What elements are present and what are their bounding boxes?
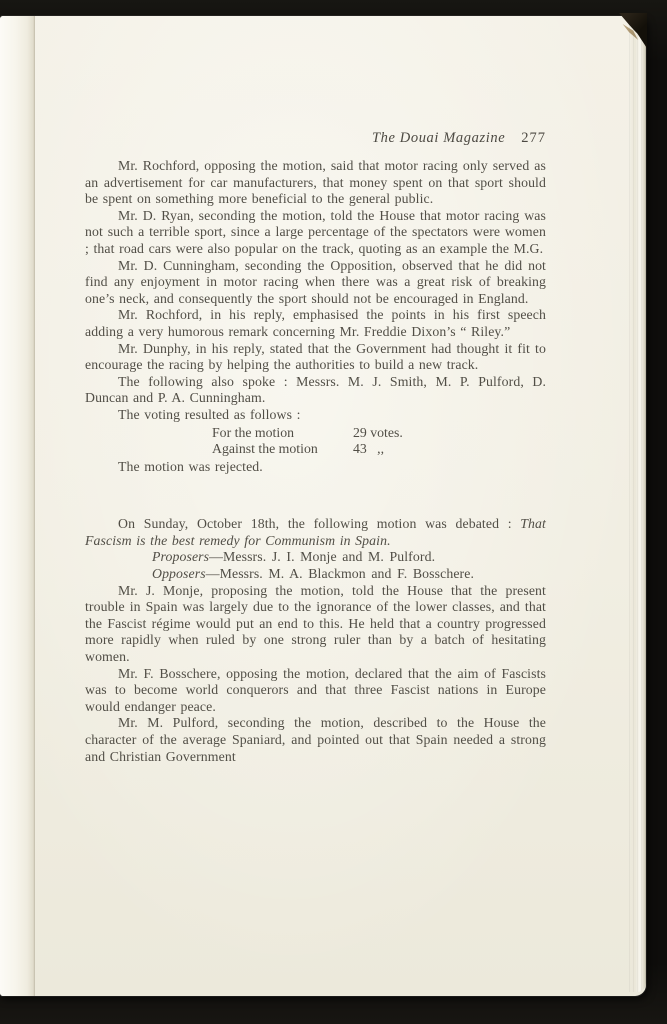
vote-value: 29 votes. [353,424,403,440]
page-number: 277 [521,130,546,146]
italic-text-run: Opposers [152,566,206,582]
book-page [0,16,646,996]
italic-text-run: Proposers [152,549,210,565]
page-content [85,130,546,765]
paragraph [85,374,546,407]
text-run: Mr. Rochford, opposing the motion, said that motor racing only served as an advertisement for car manufacturers, that money spent on that sport should be spent on something more beneficial to the general public. [85,158,546,207]
text-run: Mr. D. Ryan, seconding the motion, told the House that motor racing was not such a terrible sport, since a large percentage of the spectators were women ; that road cars were also popular on the track, quoting as an example the M.G. [85,207,546,256]
page-text-block [85,158,546,765]
text-run: Mr. J. Monje, proposing the motion, told the House that the present trouble in Spain was largely due to the ignorance of the lower classes, and that the Fascist régime would put an end to this. He held that a country progressed more rapidly when ruled by one strong ruler than by a batch of hesitating women. [85,582,546,665]
vote-results [212,425,546,458]
paragraph [85,715,546,765]
paragraph [85,407,546,424]
paragraph [85,459,546,476]
text-run: The motion was rejected. [118,458,263,474]
text-run: The following also spoke : Messrs. M. J. Smith, M. P. Pulford, D. Duncan and P. A. Cunningham. [85,373,546,406]
vote-row [212,425,546,442]
text-run: Mr. D. Cunningham, seconding the Opposition, observed that he did not find any enjoyment in motor racing when there was a great risk of breaking one’s neck, and consequently the sport should not be encouraged in England. [85,257,546,306]
magazine-title: The Douai Magazine [372,130,506,146]
paragraph [85,583,546,666]
italic-text-run: That Fascism is the best remedy for Communism in Spain. [85,516,546,548]
paragraph [85,158,546,208]
paragraph [85,341,546,374]
text-run: —Messrs. M. A. Blackmon and F. Bosschere. [205,566,475,582]
vote-label: Against the motion [212,441,318,457]
page-stack-edge [629,22,646,992]
paragraph [85,307,546,340]
vote-row [212,441,546,458]
paragraph [85,666,546,716]
text-run: Mr. Rochford, in his reply, emphasised the points in his first speech adding a very humorous remark concerning Mr. Freddie Dixon’s “ Riley.” [85,307,546,339]
running-header [85,130,546,147]
paragraph [85,549,546,566]
text-run: —Messrs. J. I. Monje and M. Pulford. [209,549,436,565]
page-spine-edge [0,16,35,996]
paragraph [85,566,546,583]
text-run: Mr. Dunphy, in his reply, stated that the Government had thought it fit to encourage the racing by helping the authorities to build a new track. [85,340,546,373]
paragraph [85,258,546,308]
vote-label: For the motion [212,424,295,440]
text-run: Mr. M. Pulford, seconding the motion, described to the House the character of the average Spaniard, and pointed out that Spain needed a strong and Christian Government [85,715,546,764]
text-run: Mr. F. Bosschere, opposing the motion, declared that the aim of Fascists was to become world conquerors and that three Fascist nations in Europe would endanger peace. [85,665,546,714]
text-run: On Sunday, October 18th, the following motion was debated : [118,516,521,532]
paragraph [85,208,546,258]
paragraph [85,516,546,549]
vote-value: 43 ,, [353,441,385,457]
text-run: The voting resulted as follows : [118,406,301,422]
